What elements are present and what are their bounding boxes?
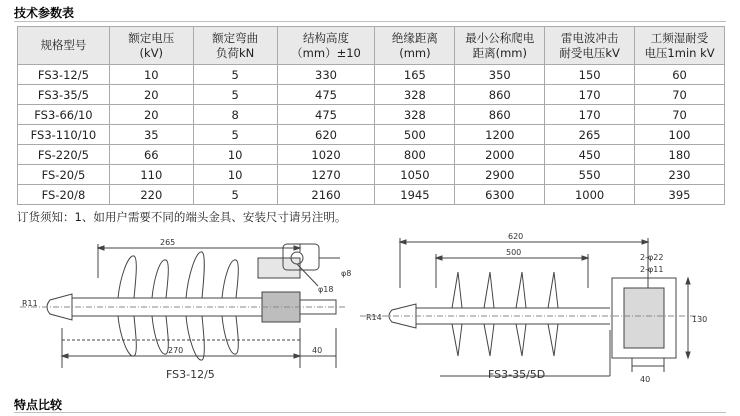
- value-cell: 110: [109, 165, 193, 185]
- value-cell: 10: [109, 65, 193, 85]
- right-radius: R14: [366, 313, 382, 322]
- column-header-line: 电压1min kV: [644, 45, 715, 60]
- value-cell: 500: [375, 125, 455, 145]
- column-header: [277, 27, 375, 65]
- table-row: [18, 145, 725, 165]
- model-cell: FS3-35/5: [18, 85, 110, 105]
- value-cell: 70: [635, 105, 725, 125]
- compare-title-divider: [14, 412, 726, 413]
- model-cell: FS3-66/10: [18, 105, 110, 125]
- value-cell: 10: [193, 145, 277, 165]
- value-cell: 450: [545, 145, 635, 165]
- value-cell: 328: [375, 105, 455, 125]
- column-header: [635, 27, 725, 65]
- left-hole-large: φ18: [318, 285, 334, 294]
- technical-drawings: [0, 228, 740, 388]
- table-row: [18, 125, 725, 145]
- column-header-line: 额定弯曲: [212, 30, 259, 45]
- value-cell: 220: [109, 185, 193, 205]
- value-cell: 8: [193, 105, 277, 125]
- value-cell: 1270: [277, 165, 375, 185]
- right-dim-end: 40: [640, 375, 651, 384]
- left-radius: R11: [22, 299, 38, 308]
- left-dim-bottom: 270: [168, 346, 184, 355]
- column-header-line: (mm): [399, 45, 431, 60]
- value-cell: 60: [635, 65, 725, 85]
- table-row: [18, 185, 725, 205]
- right-dim-height: 130: [692, 315, 708, 324]
- left-dim-end: 40: [312, 346, 323, 355]
- value-cell: 1200: [455, 125, 545, 145]
- value-cell: 330: [277, 65, 375, 85]
- value-cell: 5: [193, 85, 277, 105]
- value-cell: 20: [109, 85, 193, 105]
- spec-title-divider: [14, 21, 726, 22]
- value-cell: 35: [109, 125, 193, 145]
- column-header: [18, 27, 110, 65]
- column-header-line: 额定电压: [128, 30, 175, 45]
- value-cell: 5: [193, 185, 277, 205]
- right-dim-overall: 620: [508, 232, 524, 241]
- column-header-line: 最小公称爬电: [465, 30, 535, 45]
- value-cell: 1050: [375, 165, 455, 185]
- value-cell: 328: [375, 85, 455, 105]
- value-cell: 2900: [455, 165, 545, 185]
- model-cell: FS-20/5: [18, 165, 110, 185]
- value-cell: 860: [455, 85, 545, 105]
- column-header-line: (kV): [139, 45, 164, 60]
- value-cell: 10: [193, 165, 277, 185]
- value-cell: 165: [375, 65, 455, 85]
- model-cell: FS3-110/10: [18, 125, 110, 145]
- value-cell: 170: [545, 85, 635, 105]
- table-row: [18, 165, 725, 185]
- table-row: [18, 65, 725, 85]
- value-cell: 180: [635, 145, 725, 165]
- value-cell: 20: [109, 105, 193, 125]
- value-cell: 230: [635, 165, 725, 185]
- value-cell: 66: [109, 145, 193, 165]
- column-header-line: 规格型号: [40, 38, 87, 52]
- value-cell: 1000: [545, 185, 635, 205]
- value-cell: 265: [545, 125, 635, 145]
- value-cell: 350: [455, 65, 545, 85]
- column-header-line: 工频湿耐受: [650, 30, 709, 45]
- value-cell: 150: [545, 65, 635, 85]
- column-header: [109, 27, 193, 65]
- model-cell: FS-20/8: [18, 185, 110, 205]
- model-cell: FS3-12/5: [18, 65, 110, 85]
- column-header: [545, 27, 635, 65]
- model-cell: FS-220/5: [18, 145, 110, 165]
- value-cell: 2160: [277, 185, 375, 205]
- value-cell: 475: [277, 85, 375, 105]
- table-row: [18, 85, 725, 105]
- left-dim-top: 265: [160, 238, 176, 247]
- right-hole-b: 2-φ11: [640, 265, 664, 274]
- compare-section-title: 特点比较: [14, 398, 63, 412]
- column-header-line: 负荷kN: [216, 45, 255, 60]
- right-drawing-caption: FS3-35/5D: [488, 368, 546, 381]
- column-header: [375, 27, 455, 65]
- column-header-line: 距离(mm): [472, 45, 527, 60]
- value-cell: 100: [635, 125, 725, 145]
- order-note: 订货须知：1、如用户需要不同的端头金具、安装尺寸请另注明。: [17, 210, 347, 224]
- value-cell: 475: [277, 105, 375, 125]
- value-cell: 800: [375, 145, 455, 165]
- value-cell: 170: [545, 105, 635, 125]
- left-hole-small: φ8: [341, 269, 352, 278]
- value-cell: 395: [635, 185, 725, 205]
- value-cell: 550: [545, 165, 635, 185]
- left-drawing-caption: FS3-12/5: [166, 368, 215, 381]
- value-cell: 2000: [455, 145, 545, 165]
- value-cell: 6300: [455, 185, 545, 205]
- column-header-line: 耐受电压kV: [559, 45, 620, 60]
- column-header-line: 结构高度: [303, 30, 350, 45]
- column-header-line: 绝缘距离: [391, 30, 438, 45]
- value-cell: 620: [277, 125, 375, 145]
- table-header-row: [18, 27, 725, 65]
- value-cell: 860: [455, 105, 545, 125]
- column-header: [193, 27, 277, 65]
- spec-table: [17, 26, 725, 205]
- value-cell: 5: [193, 125, 277, 145]
- column-header-line: 雷电波冲击: [560, 30, 619, 45]
- column-header-line: （mm）±10: [291, 45, 361, 60]
- table-body: [18, 65, 725, 205]
- right-dim-shed: 500: [506, 248, 522, 257]
- column-header: [455, 27, 545, 65]
- table-row: [18, 105, 725, 125]
- value-cell: 5: [193, 65, 277, 85]
- right-hole-a: 2-φ22: [640, 253, 664, 262]
- value-cell: 70: [635, 85, 725, 105]
- value-cell: 1945: [375, 185, 455, 205]
- value-cell: 1020: [277, 145, 375, 165]
- spec-section-title: 技术参数表: [14, 6, 75, 20]
